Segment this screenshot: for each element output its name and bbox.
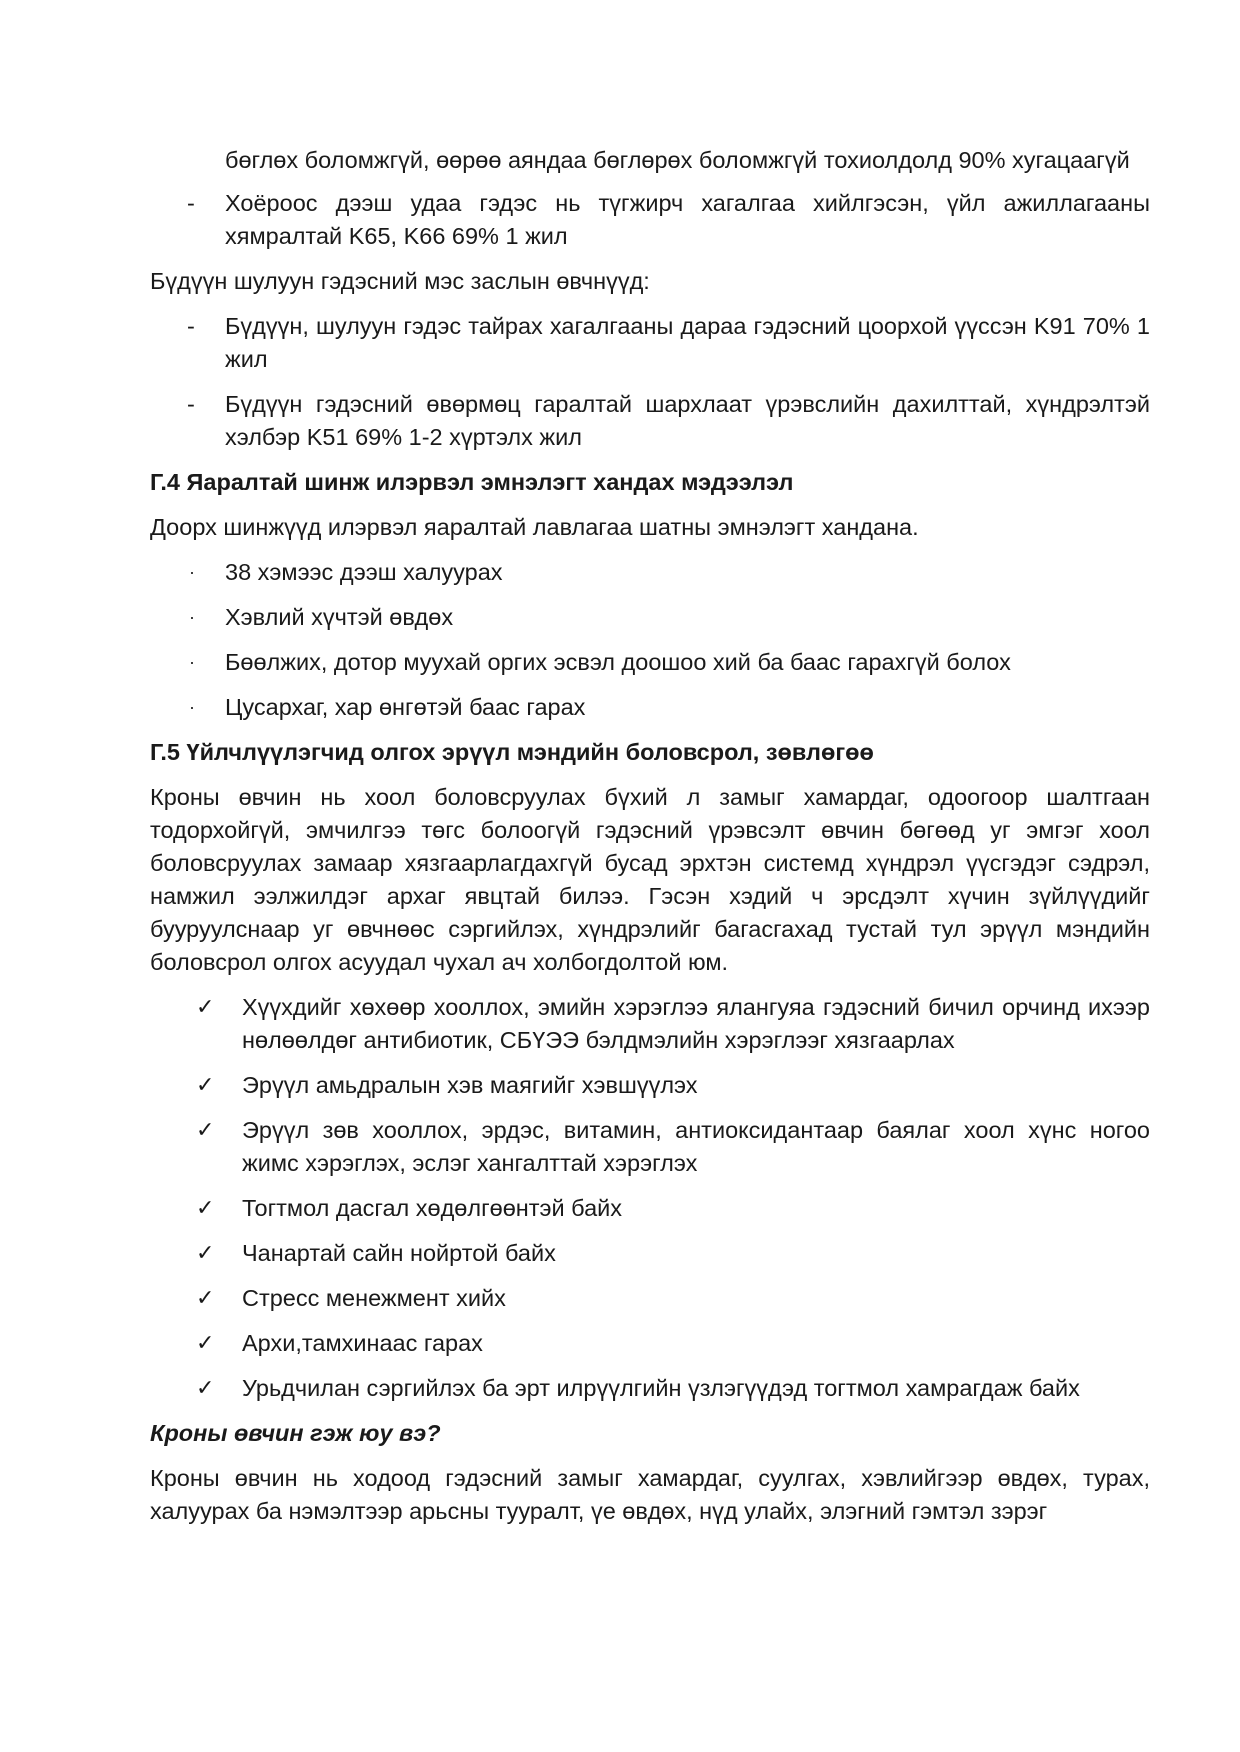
list-item [150,646,1150,679]
checkmark-icon: ✓ [196,1196,215,1221]
list-item [150,388,1150,454]
list-item-text: Урьдчилан сэргийлэх ба эрт илрүүлгийн үзлэгүүдэд тогтмол хамрагдаж байх [242,1375,1080,1401]
bullet-icon: · [189,697,195,717]
complication-list-item [150,187,1150,253]
section-g5-title: Г.5 Үйлчлүүлэгчид олгох эрүүл мэндийн боловсрол, зөвлөгөө [150,739,874,765]
list-item-text: Бүдүүн гэдэсний өвөрмөц гаралтай шархлаат үрэвслийн дахилттай, хүндрэлтэй хэлбэр K51 69% 1-2 хүртэлх жил [225,391,1150,450]
list-item-text: Чанартай сайн нойртой байх [242,1240,556,1266]
list-item-text: Стресс менежмент хийх [242,1285,506,1311]
list-item-text: Эрүүл зөв хооллох, эрдэс, витамин, антиоксидантаар баялаг хоол хүнс ногоо жимс хэрэглэх, эслэг хангалттай хэрэглэх [242,1117,1150,1176]
list-item [150,1327,1150,1360]
crohn-section-paragraph: Кроны өвчин нь ходоод гэдэсний замыг хамардаг, суулгах, хэвлийгээр өвдөх, турах, халуурах ба нэмэлтээр арьсны тууралт, үе өвдөх, нүд улайх, элэгний гэмтэл зэрэг [150,1465,1150,1524]
list-item [150,556,1150,589]
list-item-text: Архи,тамхинаас гарах [242,1330,483,1356]
bullet-icon: · [189,652,195,672]
list-item [150,1192,1150,1225]
dash-marker: - [187,391,195,417]
crohn-section-title: Кроны өвчин гэж юу вэ? [150,1420,441,1446]
checkmark-icon: ✓ [196,1376,215,1401]
colorectal-heading: Бүдүүн шулуун гэдэсний мэс заслын өвчнүүд: [150,268,650,294]
list-item-text: Тогтмол дасгал хөдөлгөөнтэй байх [242,1195,623,1221]
list-item-text: Хэвлий хүчтэй өвдөх [225,604,454,630]
checkmark-icon: ✓ [196,1073,215,1098]
document-page [150,144,1150,1540]
intro-continuation: бөглөх боломжгүй, өөрөө аяндаа бөглөрөх боломжгүй тохиолдолд 90% хугацаагүй [225,147,1130,173]
section-g5-paragraph: Кроны өвчин нь хоол боловсруулах бүхий л замыг хамардаг, одоогоор шалтгаан тодорхойгүй, эмчилгээ төгс болоогүй гэдэсний үрэвсэлт өвчин бөгөөд уг эмгэг хоол боловсруулах замаар хязгаарлагдахгүй бусад эрхтэн системд хүндрэл үүсгэдэг сэдрэл, намжил ээлжилдэг архаг явцтай билээ. Гэсэн хэдий ч эрсдэлт хүчин зүйлүүдийг бууруулснаар уг өвчнөөс сэргийлэх, хүндрэлийг багасгахад тустай тул эрүүл мэндийн боловсрол олгох асуудал чухал ач холбогдолтой юм. [150,784,1150,975]
checkmark-icon: ✓ [196,1286,215,1311]
colorectal-list [150,310,1150,454]
complication-text: Хоёроос дээш удаа гэдэс нь түгжирч хагалгаа хийлгэсэн, үйл ажиллагааны хямралтай K65, K66 69% 1 жил [225,190,1150,249]
list-item [150,310,1150,376]
emergency-signs-list [150,556,1150,724]
bullet-icon: · [189,562,195,582]
checkmark-icon: ✓ [196,1118,215,1143]
list-item-text: Бүдүүн, шулуун гэдэс тайрах хагалгааны дараа гэдэсний цоорхой үүссэн K91 70% 1 жил [225,313,1150,372]
checkmark-icon: ✓ [196,1331,215,1356]
dash-marker: - [187,190,195,216]
checkmark-icon: ✓ [196,995,215,1020]
advice-checklist [150,991,1150,1405]
list-item-text: Бөөлжих, дотор муухай оргих эсвэл доошоо хий ба баас гарахгүй болох [225,649,1011,675]
list-item-text: 38 хэмээс дээш халуурах [225,559,503,585]
list-item [150,1114,1150,1180]
section-g4-title: Г.4 Яаралтай шинж илэрвэл эмнэлэгт хандах мэдээлэл [150,469,794,495]
list-item [150,1372,1150,1405]
bullet-icon: · [189,607,195,627]
list-item [150,691,1150,724]
list-item-text: Цусархаг, хар өнгөтэй баас гарах [225,694,586,720]
list-item [150,601,1150,634]
list-item-text: Эрүүл амьдралын хэв маягийг хэвшүүлэх [242,1072,698,1098]
list-item [150,991,1150,1057]
list-item [150,1282,1150,1315]
list-item [150,1237,1150,1270]
dash-marker: - [187,313,195,339]
checkmark-icon: ✓ [196,1241,215,1266]
list-item [150,1069,1150,1102]
list-item-text: Хүүхдийг хөхөөр хооллох, эмийн хэрэглээ ялангуяа гэдэсний бичил орчинд ихээр нөлөөлдөг антибиотик, СБҮЭЭ бэлдмэлийн хэрэглээг хязгаарлах [242,994,1150,1053]
section-g4-intro: Доорх шинжүүд илэрвэл яаралтай лавлагаа шатны эмнэлэгт хандана. [150,514,919,540]
